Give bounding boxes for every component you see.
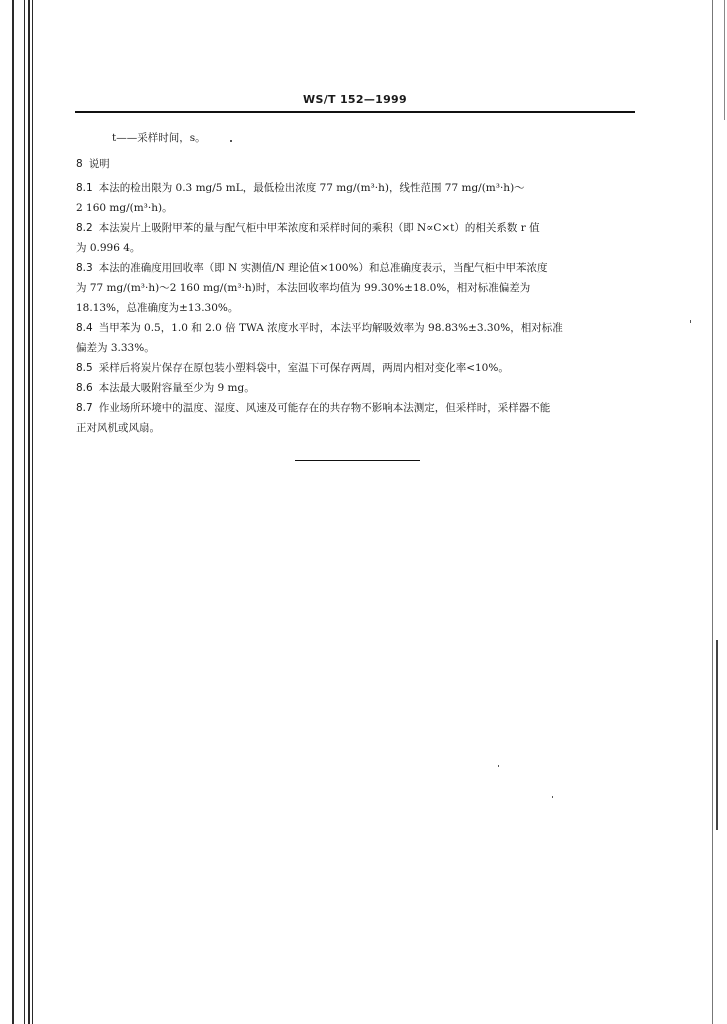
- clause-text-line: 本法炭片上吸附甲苯的量与配气柜中甲苯浓度和采样时间的乘积（即 N∝C×t）的相关系数 r 值: [98, 222, 540, 234]
- clause-8-7: [76, 398, 636, 438]
- clause-text-line: 本法的检出限为 0.3 mg/5 mL，最低检出浓度 77 mg/(m³·h)，线性范围 77 mg/(m³·h)～: [98, 182, 525, 194]
- scan-edge-line-right: [716, 640, 718, 830]
- header-rule: [75, 111, 635, 113]
- clause-8-3: [76, 258, 636, 318]
- clause-8-6: [76, 378, 636, 398]
- section-heading: [76, 154, 636, 174]
- clause-text-line: 正对风机或风扇。: [76, 422, 160, 434]
- clause-8-1: [76, 178, 636, 218]
- clause-number: 8.7: [76, 402, 93, 414]
- section-title: 说明: [88, 158, 110, 170]
- scan-edge-line: [28, 0, 30, 1024]
- clause-text-line: 为 77 mg/(m³·h)～2 160 mg/(m³·h)时，本法回收率均值为 99.30%±18.0%，相对标准偏差为: [76, 282, 531, 294]
- clause-text-line: 本法最大吸附容量至少为 9 mg。: [98, 382, 255, 394]
- section-number: 8: [76, 158, 83, 170]
- page-header: WS/T 152—1999: [303, 93, 407, 106]
- clause-text-line: 18.13%，总准确度为±13.30%。: [76, 302, 239, 314]
- scan-speck: [498, 765, 499, 767]
- clause-text-line: 采样后将炭片保存在原包装小塑料袋中，室温下可保存两周，两周内相对变化率<10%。: [98, 362, 509, 374]
- scan-edge-line: [32, 0, 33, 1024]
- scan-edge-line: [24, 0, 25, 1024]
- clause-number: 8.6: [76, 382, 93, 394]
- scan-speck: [552, 796, 553, 798]
- scan-speck: [230, 140, 232, 142]
- clause-number: 8.1: [76, 182, 93, 194]
- clause-8-2: [76, 218, 636, 258]
- scan-speck: [690, 320, 691, 323]
- clause-text-line: 作业场所环境中的温度、湿度、风速及可能存在的共存物不影响本法测定，但采样时，采样器不能: [98, 402, 551, 414]
- clause-number: 8.5: [76, 362, 93, 374]
- clause-text-line: 本法的准确度用回收率（即 N 实测值/N 理论值×100%）和总准确度表示，当配气柜中甲苯浓度: [98, 262, 548, 274]
- clause-number: 8.3: [76, 262, 93, 274]
- document-body: [76, 128, 636, 438]
- end-of-text-rule: [295, 460, 420, 461]
- clause-text-line: 偏差为 3.33%。: [76, 342, 155, 354]
- clause-number: 8.2: [76, 222, 93, 234]
- clause-text-line: 2 160 mg/(m³·h)。: [76, 202, 173, 214]
- clause-text-line: 当甲苯为 0.5，1.0 和 2.0 倍 TWA 浓度水平时，本法平均解吸效率为 98.83%±3.30%，相对标准: [98, 322, 563, 334]
- clause-number: 8.4: [76, 322, 93, 334]
- variable-definition: t——采样时间，s。: [112, 132, 206, 144]
- scan-mark: [724, 0, 725, 120]
- clause-8-5: [76, 358, 636, 378]
- clause-text-line: 为 0.996 4。: [76, 242, 141, 254]
- clause-8-4: [76, 318, 636, 358]
- scan-edge-line-right: [712, 0, 713, 1024]
- scan-edge-line: [12, 0, 14, 1024]
